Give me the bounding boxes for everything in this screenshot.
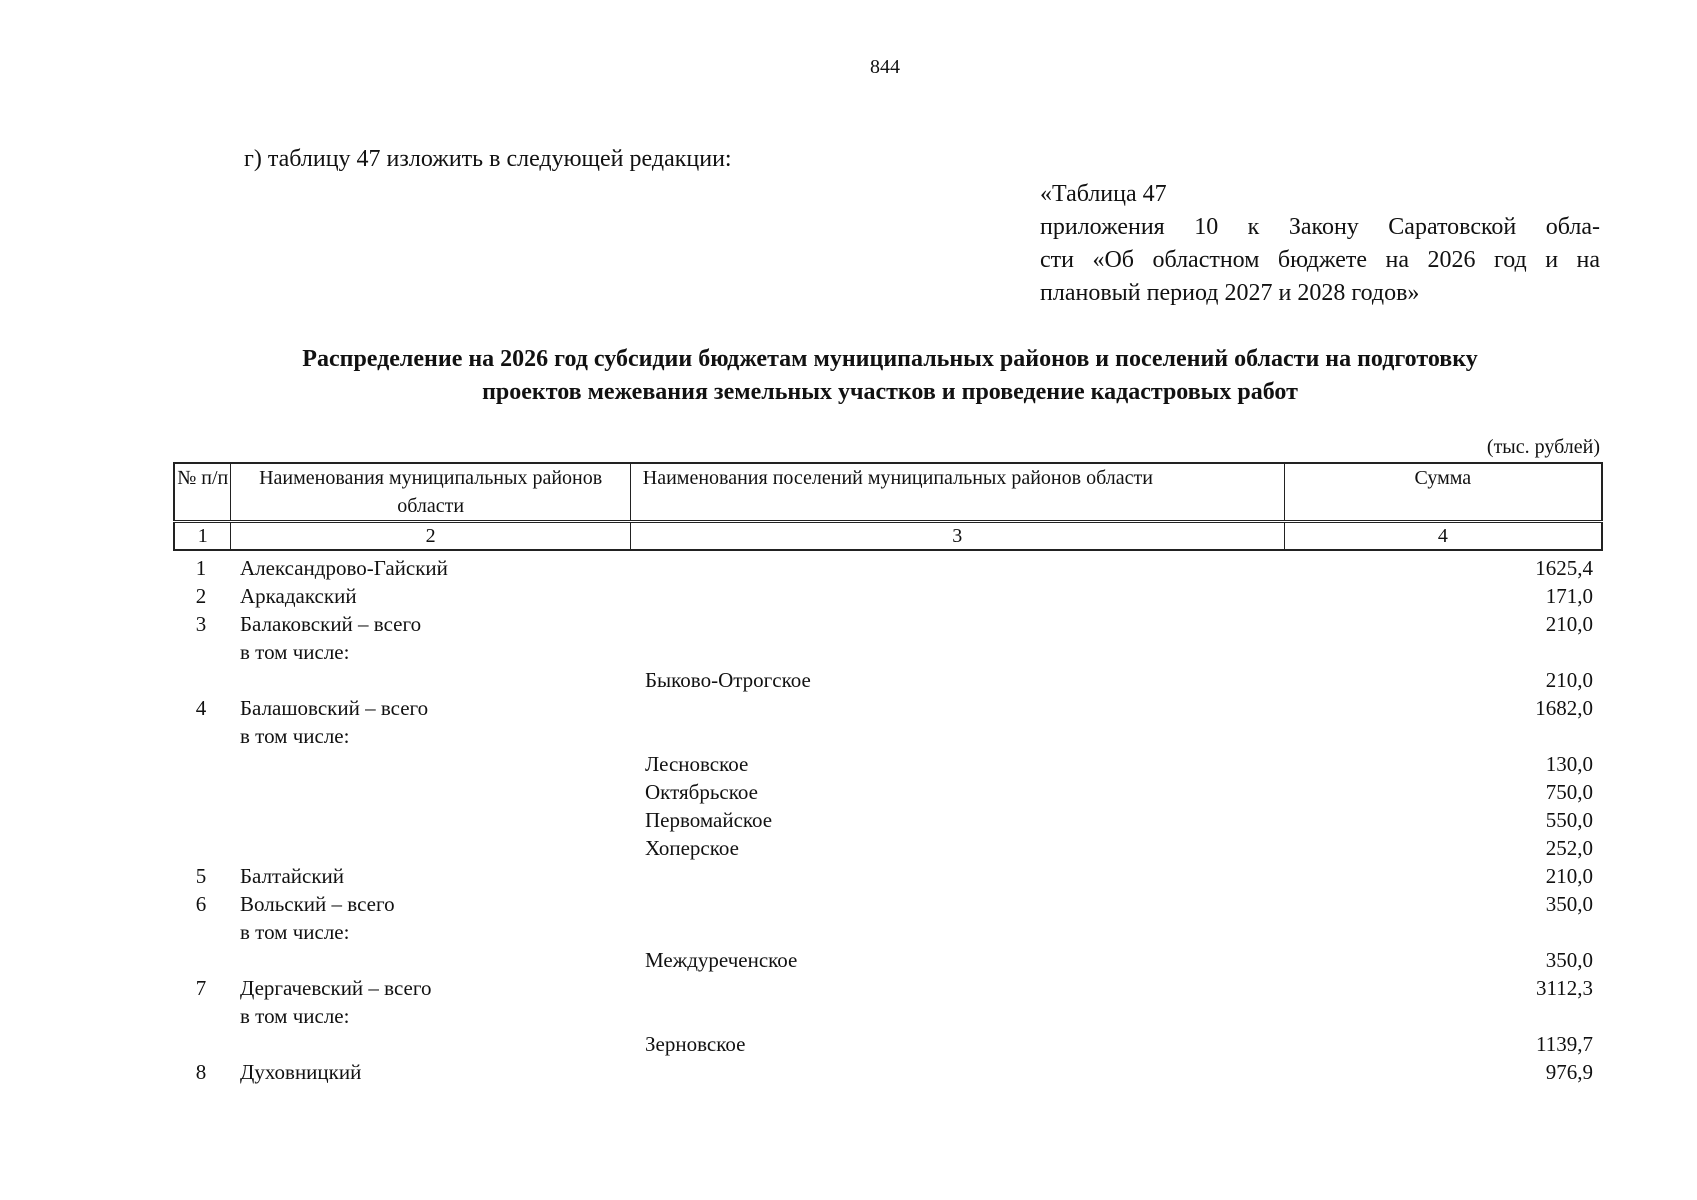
amount-value: 350,0 xyxy=(1545,948,1593,972)
header-number: № п/п xyxy=(174,463,231,522)
amount-value: 210,0 xyxy=(1545,668,1593,692)
units-label: (тыс. рублей) xyxy=(1486,436,1600,458)
page-number: 844 xyxy=(870,56,900,78)
header-district: Наименования муниципальных районов области xyxy=(231,463,630,522)
amount-value: 3112,3 xyxy=(1536,976,1593,1000)
row-number: 2 xyxy=(195,584,207,608)
row-number: 8 xyxy=(195,1060,207,1084)
row-number: 6 xyxy=(195,892,207,916)
header-settlement: Наименования поселений муниципальных районов области xyxy=(630,463,1284,522)
table-row xyxy=(173,554,1603,582)
amount-value: 1625,4 xyxy=(1535,556,1593,580)
district-name: в том числе: xyxy=(240,640,350,664)
district-name: Аркадакский xyxy=(240,584,357,608)
table-row xyxy=(173,638,1603,666)
amount-value: 252,0 xyxy=(1545,836,1593,860)
row-number: 7 xyxy=(195,976,207,1000)
amount-value: 976,9 xyxy=(1545,1060,1593,1084)
district-name: в том числе: xyxy=(240,724,350,748)
amount-value: 1682,0 xyxy=(1535,696,1593,720)
amount-value: 210,0 xyxy=(1545,612,1593,636)
district-name: в том числе: xyxy=(240,1004,350,1028)
column-number: 4 xyxy=(1284,522,1602,551)
table-row xyxy=(173,694,1603,722)
settlement-name: Первомайское xyxy=(645,808,773,832)
table-reference-block xyxy=(1040,178,1600,310)
reference-line-1: «Таблица 47 xyxy=(1040,181,1167,207)
row-number: 1 xyxy=(195,556,207,580)
settlement-name: Междуреченское xyxy=(645,948,798,972)
district-name: Балтайский xyxy=(240,864,345,888)
table-row xyxy=(173,1002,1603,1030)
column-number-row xyxy=(174,522,1602,551)
reference-line-4: плановый период 2027 и 2028 годов» xyxy=(1040,280,1420,306)
reference-line-2: приложения 10 к Закону Саратовской обла- xyxy=(1040,214,1600,240)
settlement-name: Лесновское xyxy=(645,752,749,776)
district-name: Дергачевский – всего xyxy=(240,976,432,1000)
amount-value: 750,0 xyxy=(1545,780,1593,804)
amount-value: 1139,7 xyxy=(1536,1032,1593,1056)
document-title xyxy=(170,343,1610,409)
settlement-name: Быково-Отрогское xyxy=(645,668,811,692)
title-line-2: проектов межевания земельных участков и проведение кадастровых работ xyxy=(482,379,1298,405)
header-row xyxy=(174,463,1602,522)
table-header xyxy=(173,462,1603,551)
district-name: Балаковский – всего xyxy=(240,612,422,636)
settlement-name: Зерновское xyxy=(645,1032,746,1056)
table-row xyxy=(173,890,1603,918)
table-row xyxy=(173,722,1603,750)
table-row xyxy=(173,750,1603,778)
column-number: 1 xyxy=(174,522,231,551)
settlement-name: Октябрьское xyxy=(645,780,758,804)
table-row xyxy=(173,918,1603,946)
table-row xyxy=(173,974,1603,1002)
table-row xyxy=(173,946,1603,974)
table-row xyxy=(173,806,1603,834)
table-row xyxy=(173,778,1603,806)
row-number: 4 xyxy=(195,696,207,720)
reference-line-3: сти «Об областном бюджете на 2026 год и на xyxy=(1040,247,1600,273)
amount-value: 550,0 xyxy=(1545,808,1593,832)
table-row xyxy=(173,834,1603,862)
table-row xyxy=(173,610,1603,638)
table-row xyxy=(173,862,1603,890)
amount-value: 350,0 xyxy=(1545,892,1593,916)
district-name: Александрово-Гайский xyxy=(240,556,448,580)
row-number: 5 xyxy=(195,864,207,888)
table-body xyxy=(173,554,1603,1086)
row-number: 3 xyxy=(195,612,207,636)
table-row xyxy=(173,582,1603,610)
table-row xyxy=(173,1030,1603,1058)
district-name: в том числе: xyxy=(240,920,350,944)
column-number: 2 xyxy=(231,522,630,551)
amount-value: 171,0 xyxy=(1545,584,1593,608)
district-name: Духовницкий xyxy=(240,1060,362,1084)
title-line-1: Распределение на 2026 год субсидии бюджетам муниципальных районов и поселений области на подготовку xyxy=(302,346,1478,372)
column-number: 3 xyxy=(630,522,1284,551)
district-name: Балашовский – всего xyxy=(240,696,429,720)
settlement-name: Хоперское xyxy=(645,836,739,860)
intro-line: г) таблицу 47 изложить в следующей редакции: xyxy=(244,146,732,172)
amount-value: 210,0 xyxy=(1545,864,1593,888)
district-name: Вольский – всего xyxy=(240,892,395,916)
table-row xyxy=(173,666,1603,694)
table-row xyxy=(173,1058,1603,1086)
amount-value: 130,0 xyxy=(1545,752,1593,776)
header-amount: Сумма xyxy=(1284,463,1602,522)
